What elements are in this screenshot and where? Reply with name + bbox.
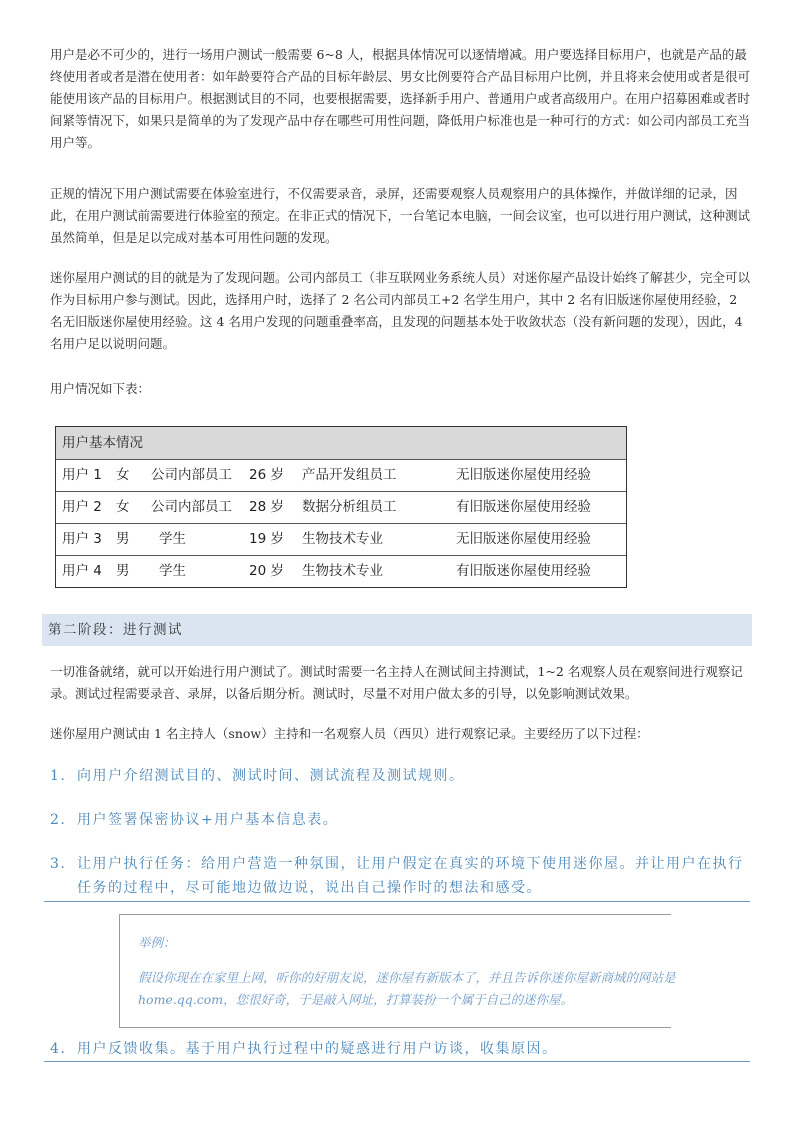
step-divider — [44, 1061, 750, 1062]
cell-org: 学生 — [159, 563, 186, 579]
cell-org: 学生 — [159, 531, 186, 547]
cell-name: 用户 1 — [62, 467, 102, 483]
cell-org: 公司内部员工 — [151, 499, 232, 515]
step-item-2 — [50, 808, 750, 832]
cell-experience: 有旧版迷你屋使用经验 — [456, 563, 591, 579]
cell-experience: 无旧版迷你屋使用经验 — [456, 467, 591, 483]
table-row — [56, 556, 626, 587]
cell-age: 26 岁 — [249, 467, 284, 483]
cell-name: 用户 4 — [62, 563, 102, 579]
cell-job: 数据分析组员工 — [302, 499, 397, 515]
cell-age: 28 岁 — [249, 499, 284, 515]
cell-job: 生物技术专业 — [302, 531, 383, 547]
cell-gender: 男 — [116, 531, 130, 547]
intro-paragraph-purpose: 迷你屋用户测试的目的就是为了发现问题。公司内部员工（非互联网业务系统人员）对迷你屋产品设计始终了解甚少，完全可以作为目标用户参与测试。因此，选择用户时，选择了 2 名公司内部员工+2 名学生用户，其中 2 名有旧版迷你屋使用经验，2 名无旧版迷你屋使用经验。这 4 名用户发现的问题重叠率高，且发现的问题基本处于收敛状态（没有新问题的发现），因此，4 名用户足以说明问题。 — [50, 270, 751, 351]
cell-name: 用户 2 — [62, 499, 102, 515]
cell-age: 20 岁 — [249, 563, 284, 579]
cell-name: 用户 3 — [62, 531, 102, 547]
step-number: 3. — [50, 856, 67, 872]
step-item-1 — [50, 764, 750, 788]
example-body: 假设你现在在家里上网，听你的好朋友说，迷你屋有新版本了，并且告诉你迷你屋新商城的网站是 home.qq.com，您很好奇，于是敲入网址，打算装扮一个属于自己的迷你屋。 — [138, 970, 676, 1007]
example-title: 举例： — [138, 935, 176, 950]
step-number: 1. — [50, 768, 67, 784]
example-callout — [119, 914, 676, 1028]
process-intro-paragraph: 迷你屋用户测试由 1 名主持人（snow）主持和一名观察人员（西贝）进行观察记录。主要经历了以下过程： — [50, 726, 649, 741]
step-text: 用户反馈收集。基于用户执行过程中的疑惑进行用户访谈，收集原因。 — [77, 1041, 558, 1057]
cell-job: 生物技术专业 — [302, 563, 383, 579]
intro-paragraph-users: 用户是必不可少的，进行一场用户测试一般需要 6~8 人，根据具体情况可以逐情增减。用户要选择目标用户，也就是产品的最终使用者或者是潜在使用者：如年龄要符合产品的目标年龄层、男女比例要符合产品目标用户比例，并且将来会使用或者是很可能使用该产品的目标用户。根据测试目的不同，也要根据需要，选择新手用户、普通用户或者高级用户。在用户招募困难或者时间紧等情况下，如果只是简单的为了发现产品中存在哪些可用性问题，降低用户标准也是一种可行的方式：如公司内部员工充当用户等。 — [50, 47, 751, 150]
step-item-4 — [50, 1037, 750, 1061]
testing-paragraph: 一切准备就绪，就可以开始进行用户测试了。测试时需要一名主持人在测试间主持测试，1~2 名观察人员在观察间进行观察记录。测试过程需要录音、录屏，以备后期分析。测试时，尽量不对用户做太多的引导，以免影响测试效果。 — [50, 664, 743, 701]
step-divider — [44, 901, 750, 902]
cell-experience: 无旧版迷你屋使用经验 — [456, 531, 591, 547]
table-intro-text: 用户情况如下表： — [50, 381, 151, 396]
table-row — [56, 492, 626, 524]
user-info-table — [55, 426, 627, 588]
step-number: 2. — [50, 812, 67, 828]
table-row — [56, 524, 626, 556]
intro-paragraph-lab: 正规的情况下用户测试需要在体验室进行，不仅需要录音，录屏，还需要观察人员观察用户的具体操作，并做详细的记录，因此，在用户测试前需要进行体验室的预定。在非正式的情况下，一台笔记本电脑，一间会议室，也可以进行用户测试，这种测试虽然简单，但是足以完成对基本可用性问题的发现。 — [50, 186, 751, 245]
step-text: 用户签署保密协议+用户基本信息表。 — [77, 812, 339, 828]
table-header: 用户基本情况 — [56, 427, 626, 460]
cell-age: 19 岁 — [249, 531, 284, 547]
cell-gender: 女 — [116, 467, 130, 483]
step-text: 让用户执行任务：给用户营造一种氛围，让用户假定在真实的环境下使用迷你屋。并让用户在执行任务的过程中，尽可能地边做边说，说出自己操作时的想法和感受。 — [77, 856, 744, 896]
cell-experience: 有旧版迷你屋使用经验 — [456, 499, 591, 515]
cell-gender: 女 — [116, 499, 130, 515]
step-item-3 — [50, 852, 750, 900]
table-row — [56, 460, 626, 492]
cell-org: 公司内部员工 — [151, 467, 232, 483]
section-heading-stage-two: 第二阶段：进行测试 — [42, 614, 752, 646]
cell-job: 产品开发组员工 — [302, 467, 397, 483]
cell-gender: 男 — [116, 563, 130, 579]
step-number: 4. — [50, 1041, 67, 1057]
step-text: 向用户介绍测试目的、测试时间、测试流程及测试规则。 — [77, 768, 465, 784]
